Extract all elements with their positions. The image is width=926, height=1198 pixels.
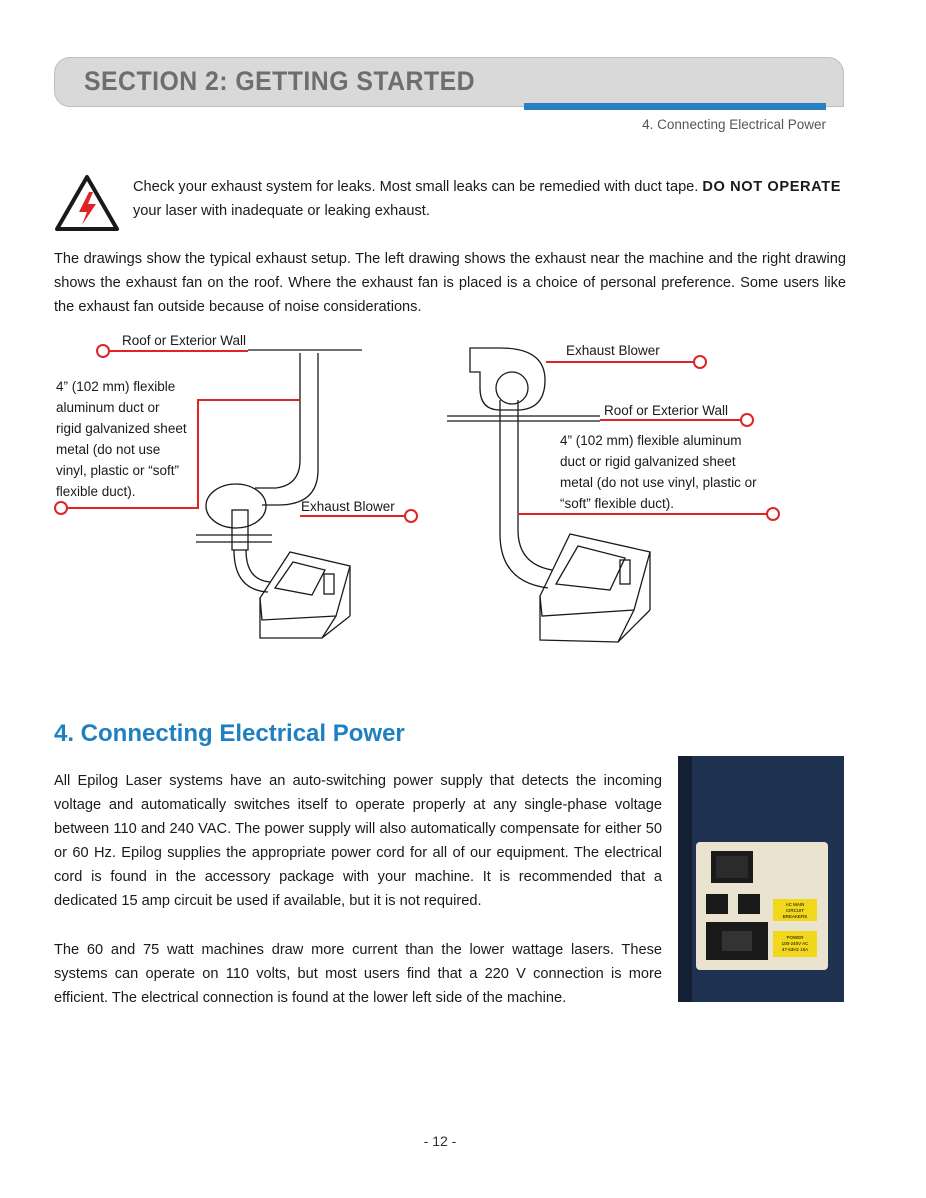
breaker-label-1: AC MAIN (785, 902, 805, 907)
page-number: - 12 - (423, 1133, 457, 1149)
right-duct-label-3: metal (do not use vinyl, plastic or (560, 475, 757, 490)
left-duct-label-6: flexible duct). (56, 484, 136, 499)
left-duct-label-3: rigid galvanized sheet (56, 421, 187, 436)
breaker-label-2: CIRCUIT (785, 908, 805, 913)
left-duct-label-2: aluminum duct or (56, 400, 160, 415)
exhaust-intro-paragraph: The drawings show the typical exhaust setup. The left drawing shows the exhaust near the machine and the right drawing shows the exhaust fan on the roof. Where the exhaust fan is placed is a choice of personal preference. Some users like the exhaust fan outside because of noise considerations. (54, 251, 846, 315)
right-blower-label: Exhaust Blower (566, 343, 660, 358)
power-supply-paragraph: All Epilog Laser systems have an auto-switching power supply that detects the incoming voltage and automatically switches itself to operate properly at any single-phase voltage between 110 and 240 VAC. The power supply will also automatically compensate for either 50 or 60 Hz. Epilog supplies the appropriate power cord for all of our equipment. The electrical cord is found in the accessory package with your machine. It is recommended that a dedicated 15 amp circuit be used if available, but it is not required. (54, 773, 662, 909)
right-duct-label-2: duct or rigid galvanized sheet (560, 454, 736, 469)
power-panel-photo (678, 756, 844, 1002)
left-duct-label-1: 4” (102 mm) flexible (56, 379, 176, 394)
breaker-label-3: BREAKERS (782, 914, 808, 919)
high-voltage-warning-icon (54, 174, 120, 232)
power-label-2: 100-240V AC (781, 941, 809, 946)
power-label-3: 47-63Hz 15A (781, 947, 809, 952)
header-accent-bar (524, 103, 826, 110)
left-duct-label-4: metal (do not use (56, 442, 161, 457)
right-duct-label-1: 4” (102 mm) flexible aluminum (560, 433, 742, 448)
wattage-paragraph: The 60 and 75 watt machines draw more current than the lower wattage lasers. These systems can operate on 110 volts, but most users find that a 220 V connection is more efficient. The electrical connection is found at the lower left side of the machine. (54, 942, 662, 1006)
exhaust-setup-diagrams (0, 320, 926, 660)
section-heading: 4. Connecting Electrical Power (54, 720, 405, 747)
exhaust-warning-text: Check your exhaust system for leaks. Most small leaks can be remedied with duct tape. DO NOT OPERATE your laser with inadequate or leaking exhaust. (133, 179, 842, 219)
left-duct-label-5: vinyl, plastic or “soft” (56, 463, 180, 478)
right-roof-label: Roof or Exterior Wall (604, 403, 729, 418)
breadcrumb: 4. Connecting Electrical Power (642, 117, 826, 132)
left-blower-label: Exhaust Blower (301, 499, 395, 514)
right-duct-label-4: “soft” flexible duct). (560, 496, 675, 511)
page-section-title: SECTION 2: GETTING STARTED (84, 66, 476, 96)
power-label-1: POWER (786, 935, 804, 940)
left-roof-label: Roof or Exterior Wall (122, 333, 247, 348)
